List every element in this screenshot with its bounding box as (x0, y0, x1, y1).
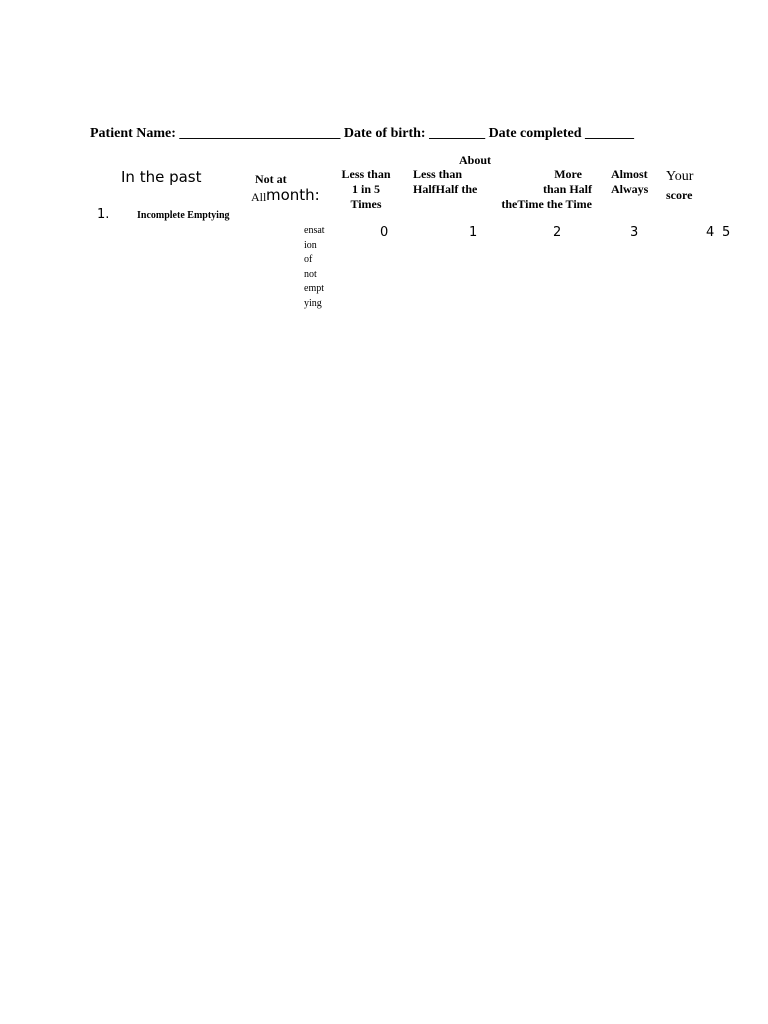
description-line: ying (304, 297, 322, 309)
row-label: Incomplete Emptying (137, 210, 230, 221)
header-line: Almost (611, 167, 648, 181)
score-5: 5 (722, 225, 731, 240)
header-in-the-past: In the past (121, 168, 202, 186)
score-3: 3 (630, 225, 639, 240)
header-line: than Half (542, 182, 592, 196)
header-line: 1 in 5 (351, 182, 380, 196)
score-1: 1 (469, 225, 478, 240)
score-0: 0 (380, 225, 389, 240)
row-description (304, 224, 325, 311)
header-almost-always (611, 167, 648, 197)
header-line: Your (666, 169, 694, 184)
header-about: About (459, 153, 492, 167)
score-2: 2 (553, 225, 562, 240)
header-less-than-half-1: Less than (413, 167, 463, 181)
header-line: More (554, 167, 582, 181)
header-line: theTime the Time (501, 197, 592, 211)
form-header: Patient Name: _______________________ Date of birth: ________ Date completed _______ (90, 126, 634, 141)
description-line: ion (304, 239, 317, 251)
header-more-than-half (480, 167, 592, 212)
header-line: Always (611, 182, 649, 196)
header-line: score (666, 188, 693, 202)
header-line: Less than (341, 167, 391, 181)
description-line: empt (304, 283, 324, 294)
header-not-at: Not at (255, 172, 287, 186)
header-less-than-half-2: HalfHalf the (413, 182, 478, 196)
header-your-score (666, 168, 693, 204)
header-less-than-1-in-5 (336, 167, 396, 212)
description-line: ensat (304, 225, 325, 236)
row-number: 1. (97, 207, 110, 222)
score-4: 4 (706, 225, 715, 240)
header-all: All (251, 190, 267, 204)
description-line: of (304, 254, 313, 265)
header-line: Times (350, 197, 382, 211)
description-line: not (304, 268, 317, 280)
header-month: month: (266, 186, 320, 204)
